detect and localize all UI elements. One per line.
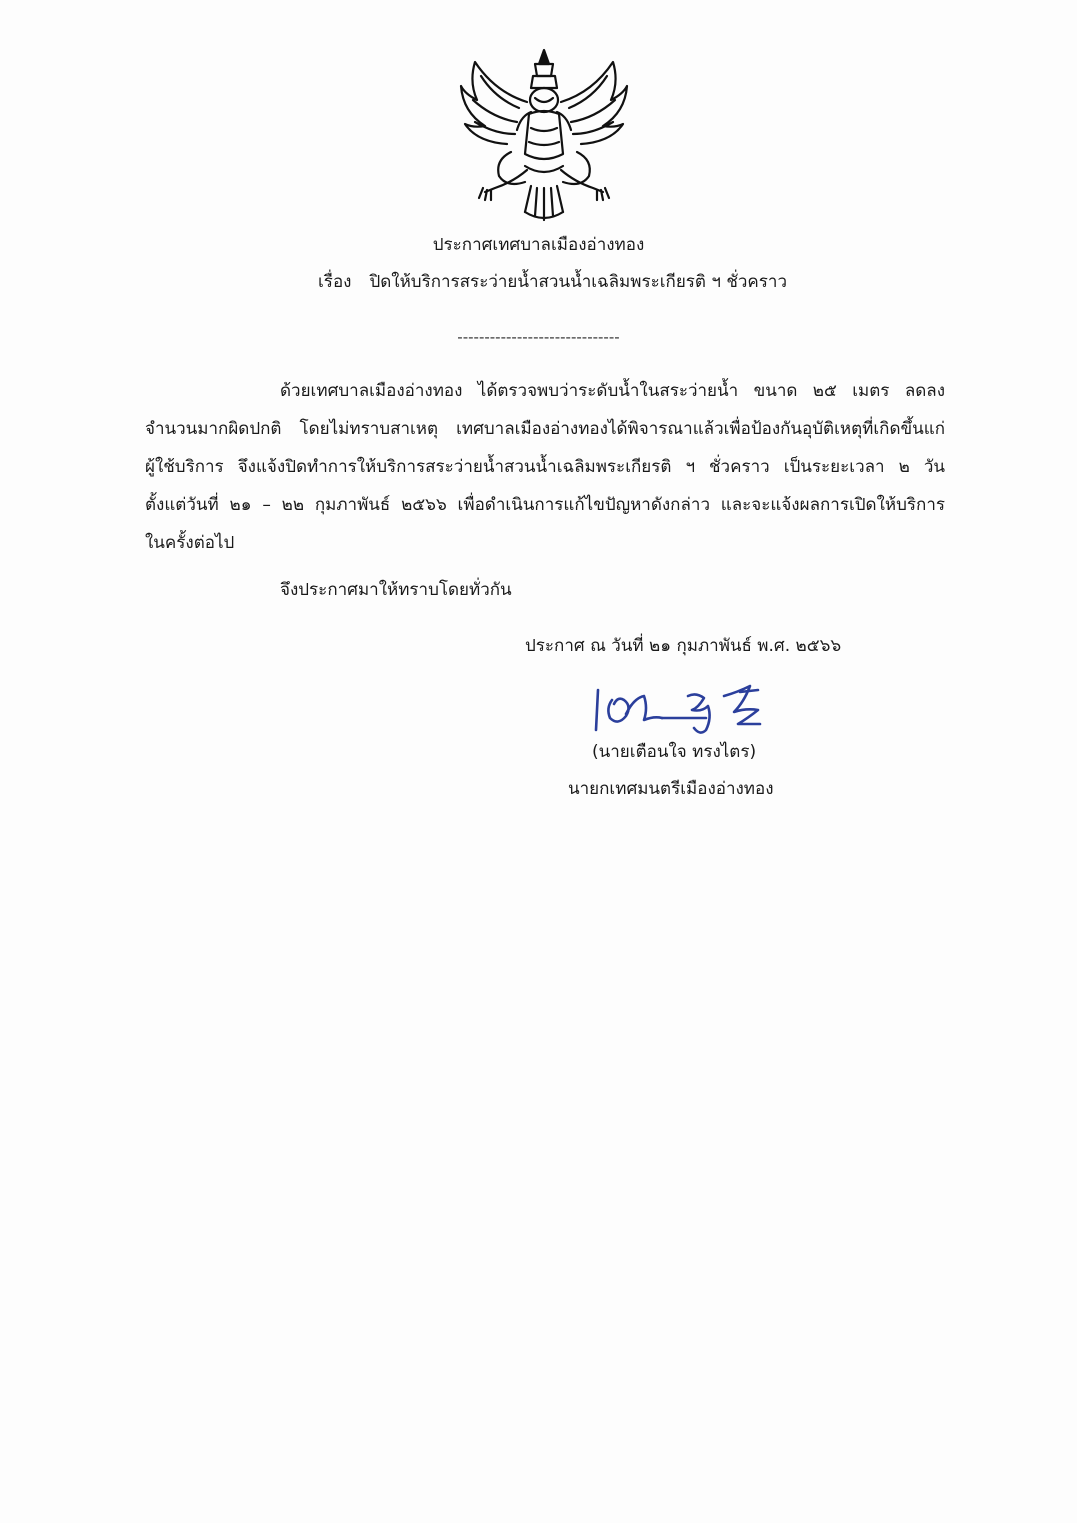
body-line-5: ในครั้งต่อไป <box>145 533 235 553</box>
closing-statement: จึงประกาศมาให้ทราบโดยทั่วกัน <box>280 580 512 600</box>
body-line-1: ด้วยเทศบาลเมืองอ่างทอง ได้ตรวจพบว่าระดับน้ำในสระว่ายน้ำ ขนาด ๒๕ เมตร ลดลง <box>280 381 945 401</box>
signature-icon <box>588 678 788 740</box>
signer-name: (นายเตือนใจ ทรงไตร) <box>592 742 757 762</box>
body-line-2: จำนวนมากผิดปกติ โดยไม่ทราบสาเหตุ เทศบาลเมืองอ่างทองได้พิจารณาแล้วเพื่อป้องกันอุบัติเหตุที่เกิดขึ้นแก่ <box>145 419 945 439</box>
announcement-date: ประกาศ ณ วันที่ ๒๑ กุมภาพันธ์ พ.ศ. ๒๕๖๖ <box>525 636 842 656</box>
signer-position: นายกเทศมนตรีเมืองอ่างทอง <box>568 779 774 799</box>
garuda-emblem-icon <box>455 42 633 224</box>
announcement-title: ประกาศเทศบาลเมืองอ่างทอง <box>432 235 645 255</box>
announcement-subject <box>318 270 787 294</box>
body-line-3: ผู้ใช้บริการ จึงแจ้งปิดทำการให้บริการสระว่ายน้ำสวนน้ำเฉลิมพระเกียรติ ฯ ชั่วคราว เป็นระยะเวลา ๒ วัน <box>145 457 945 477</box>
divider-line: ------------------------------ <box>457 328 620 346</box>
body-paragraph <box>145 372 945 562</box>
body-line-4: ตั้งแต่วันที่ ๒๑ – ๒๒ กุมภาพันธ์ ๒๕๖๖ เพื่อดำเนินการแก้ไขปัญหาดังกล่าว และจะแจ้งผลการเปิดให้บริการ <box>145 495 945 515</box>
subject-label: เรื่อง <box>318 272 352 292</box>
subject-text: ปิดให้บริการสระว่ายน้ำสวนน้ำเฉลิมพระเกียรติ ฯ ชั่วคราว <box>369 272 787 292</box>
